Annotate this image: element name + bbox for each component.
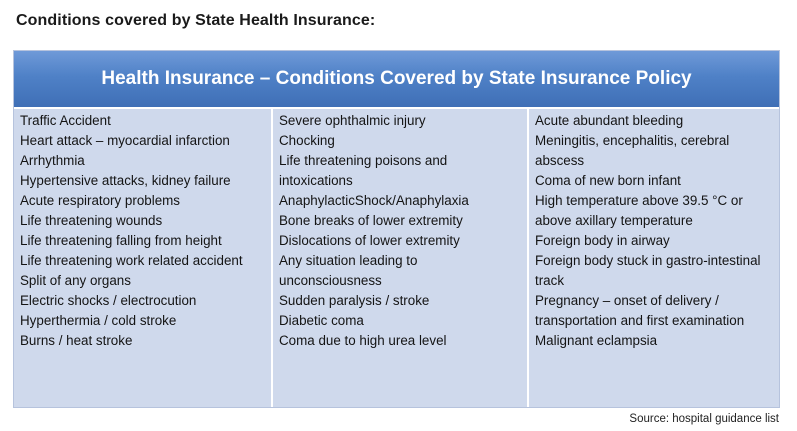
condition-item: Arrhythmia xyxy=(20,153,85,168)
condition-item: Hypertensive attacks, kidney failure xyxy=(20,173,231,188)
condition-item: Traffic Accident xyxy=(20,113,111,128)
condition-item: Foreign body stuck in gastro-intestinal track xyxy=(535,253,761,288)
condition-item: Life threatening work related accident xyxy=(20,253,243,268)
condition-item: Electric shocks / electrocution xyxy=(20,293,197,308)
condition-item: Severe ophthalmic injury xyxy=(279,113,426,128)
condition-item: Malignant eclampsia xyxy=(535,333,658,348)
table-column-1 xyxy=(14,109,271,407)
condition-item: Split of any organs xyxy=(20,273,131,288)
page-heading: Conditions covered by State Health Insurance: xyxy=(16,12,376,29)
condition-item: AnaphylacticShock/Anaphylaxia xyxy=(279,193,469,208)
condition-item: Diabetic coma xyxy=(279,313,364,328)
condition-item: Life threatening poisons and intoxications xyxy=(279,153,448,188)
condition-item: Heart attack – myocardial infarction xyxy=(20,133,230,148)
condition-item: Foreign body in airway xyxy=(535,233,670,248)
condition-item: Bone breaks of lower extremity xyxy=(279,213,463,228)
condition-item: Life threatening wounds xyxy=(20,213,163,228)
condition-item: Hyperthermia / cold stroke xyxy=(20,313,177,328)
condition-item: Life threatening falling from height xyxy=(20,233,222,248)
table-column-2 xyxy=(271,109,527,407)
table-title: Health Insurance – Conditions Covered by State Insurance Policy xyxy=(14,51,779,109)
condition-item: Pregnancy – onset of delivery / transportation and first examination xyxy=(535,293,745,328)
condition-item: Coma due to high urea level xyxy=(279,333,447,348)
condition-item: Meningitis, encephalitis, cerebral abscess xyxy=(535,133,730,168)
condition-item: Acute respiratory problems xyxy=(20,193,181,208)
condition-item: Acute abundant bleeding xyxy=(535,113,684,128)
condition-item: Coma of new born infant xyxy=(535,173,681,188)
condition-item: Dislocations of lower extremity xyxy=(279,233,460,248)
condition-item: Chocking xyxy=(279,133,335,148)
table-body xyxy=(14,109,779,407)
conditions-table xyxy=(13,50,780,408)
condition-item: High temperature above 39.5 °C or above axillary temperature xyxy=(535,193,743,228)
condition-item: Burns / heat stroke xyxy=(20,333,133,348)
condition-item: Any situation leading to unconsciousness xyxy=(279,253,418,288)
source-note: Source: hospital guidance list xyxy=(629,413,779,425)
table-column-3 xyxy=(527,109,779,407)
condition-item: Sudden paralysis / stroke xyxy=(279,293,430,308)
